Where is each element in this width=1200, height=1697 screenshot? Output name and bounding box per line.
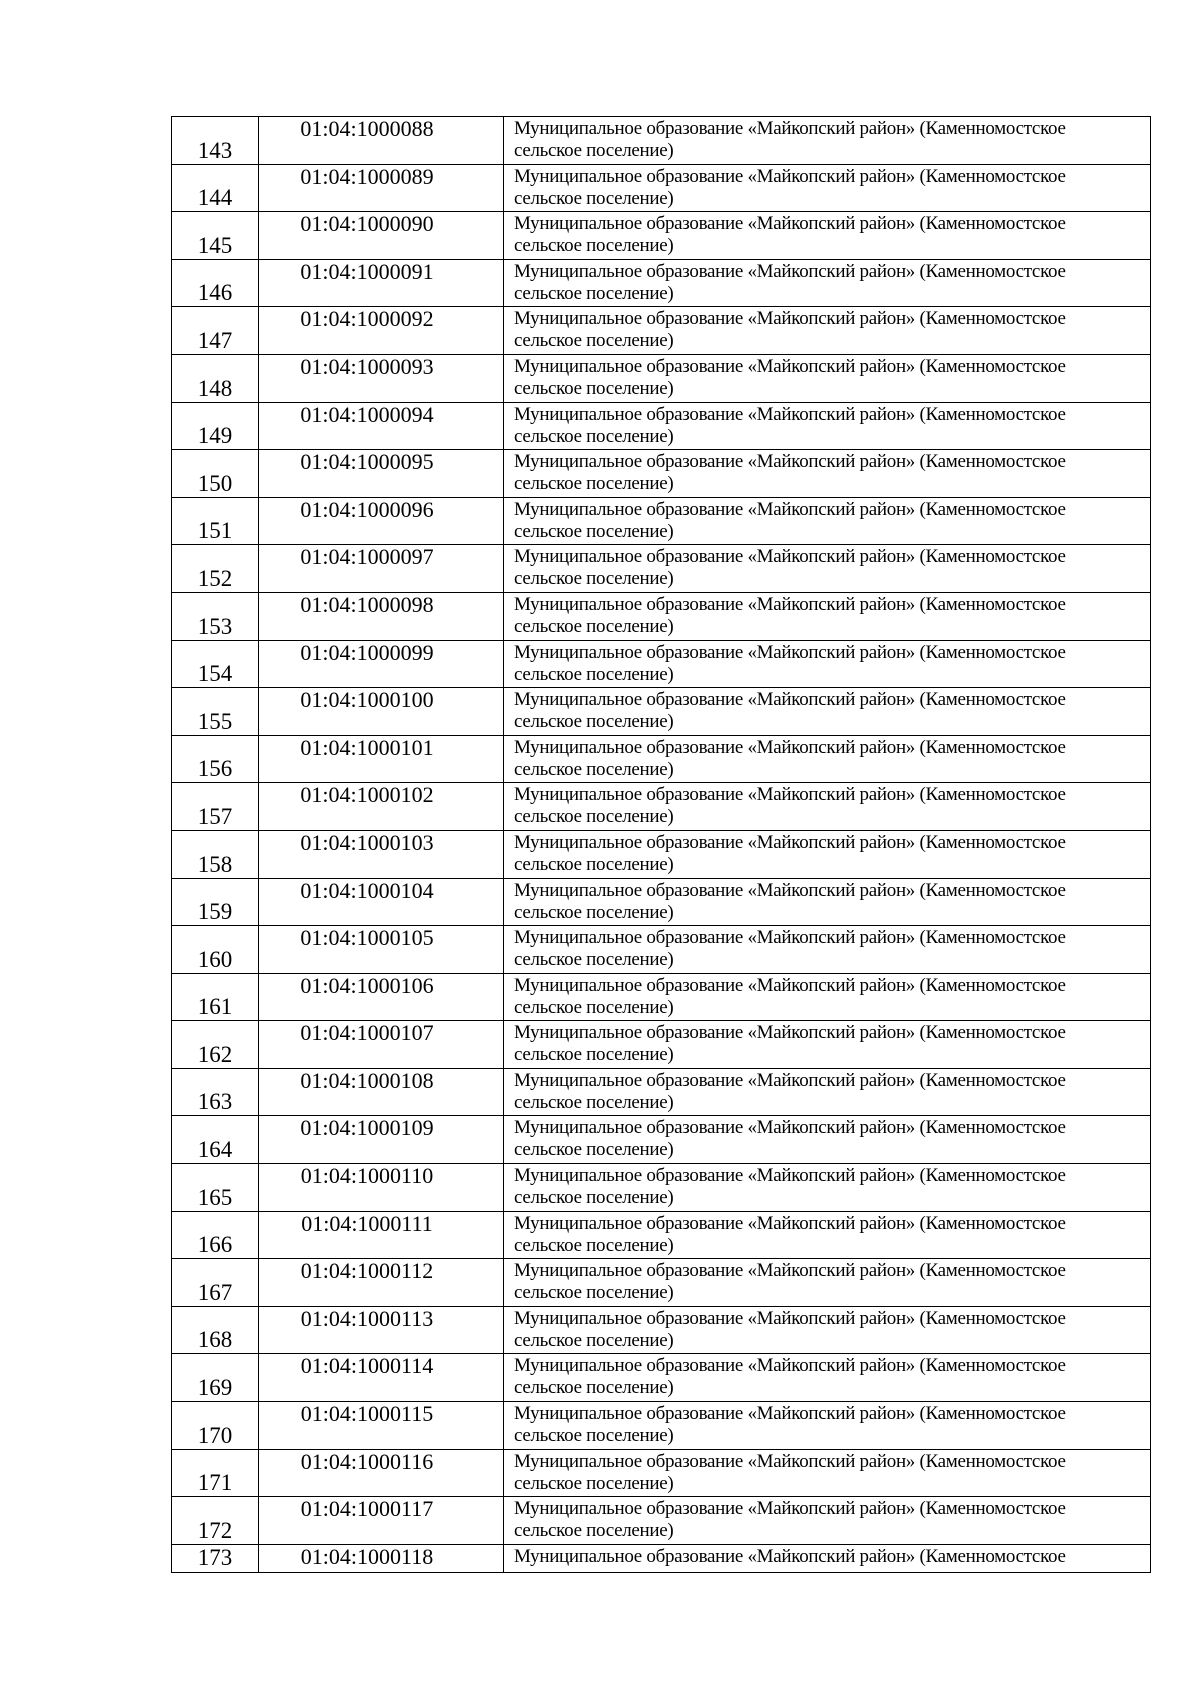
owner-cell	[504, 735, 1151, 783]
cadastral-number-cell: 01:04:1000100	[259, 688, 504, 736]
cadastral-number-cell: 01:04:1000096	[259, 497, 504, 545]
owner-line-1: Муниципальное образование «Майкопский район» (Каменномостское	[514, 1165, 1066, 1187]
table-row	[172, 1544, 1151, 1572]
owner-line-1: Муниципальное образование «Майкопский район» (Каменномостское	[514, 260, 1066, 282]
owner-line-2: сельское поселение)	[514, 1044, 674, 1066]
owner-line-1: Муниципальное образование «Майкопский район» (Каменномостское	[514, 118, 1066, 139]
row-number-cell: 165	[172, 1164, 259, 1212]
owner-cell	[504, 1544, 1151, 1572]
owner-cell	[504, 1068, 1151, 1116]
table-row	[172, 212, 1151, 260]
owner-line-2: сельское поселение)	[514, 806, 674, 828]
table-row	[172, 1021, 1151, 1069]
owner-cell	[504, 402, 1151, 450]
owner-line-2: сельское поселение)	[514, 1329, 674, 1351]
table-row	[172, 735, 1151, 783]
table-row	[172, 307, 1151, 355]
table-row	[172, 1116, 1151, 1164]
row-number-cell: 173	[172, 1544, 259, 1572]
cadastral-number-cell: 01:04:1000111	[259, 1211, 504, 1259]
row-number-cell: 158	[172, 830, 259, 878]
owner-cell	[504, 1259, 1151, 1307]
owner-line-1: Муниципальное образование «Майкопский район» (Каменномостское	[514, 641, 1066, 663]
table-row	[172, 1306, 1151, 1354]
cadastral-number-cell: 01:04:1000105	[259, 926, 504, 974]
owner-cell	[504, 1402, 1151, 1450]
owner-line-2: сельское поселение)	[514, 1234, 674, 1256]
table-row	[172, 259, 1151, 307]
owner-cell	[504, 592, 1151, 640]
owner-line-1: Муниципальное образование «Майкопский район» (Каменномостское	[514, 403, 1066, 425]
row-number-cell: 171	[172, 1449, 259, 1497]
table-row	[172, 402, 1151, 450]
owner-line-1: Муниципальное образование «Майкопский район» (Каменномостское	[514, 308, 1066, 330]
owner-cell	[504, 1449, 1151, 1497]
owner-cell	[504, 259, 1151, 307]
cadastral-number-cell: 01:04:1000095	[259, 450, 504, 498]
owner-line-1: Муниципальное образование «Майкопский район» (Каменномостское	[514, 1355, 1066, 1377]
cadastral-number-cell: 01:04:1000091	[259, 259, 504, 307]
owner-cell	[504, 1164, 1151, 1212]
table-row	[172, 592, 1151, 640]
cadastral-number-cell: 01:04:1000117	[259, 1497, 504, 1545]
owner-cell	[504, 640, 1151, 688]
row-number-cell: 151	[172, 497, 259, 545]
row-number-cell: 146	[172, 259, 259, 307]
owner-line-1: Муниципальное образование «Майкопский район» (Каменномостское	[514, 1069, 1066, 1091]
owner-line-2: сельское поселение)	[514, 615, 674, 637]
cadastral-number-cell: 01:04:1000116	[259, 1449, 504, 1497]
owner-cell	[504, 1211, 1151, 1259]
cadastral-number-cell: 01:04:1000118	[259, 1544, 504, 1572]
owner-line-2: сельское поселение)	[514, 1091, 674, 1113]
owner-line-2: сельское поселение)	[514, 1520, 674, 1542]
table-row	[172, 1164, 1151, 1212]
row-number-cell: 144	[172, 164, 259, 212]
row-number-cell: 160	[172, 926, 259, 974]
table-row	[172, 1354, 1151, 1402]
cadastral-number-cell: 01:04:1000093	[259, 354, 504, 402]
owner-line-2: сельское поселение)	[514, 187, 674, 209]
owner-line-2: сельское поселение)	[514, 520, 674, 542]
owner-cell	[504, 1354, 1151, 1402]
table-row	[172, 783, 1151, 831]
row-number-cell: 169	[172, 1354, 259, 1402]
table-row	[172, 1211, 1151, 1259]
cadastral-number-cell: 01:04:1000101	[259, 735, 504, 783]
owner-cell	[504, 1306, 1151, 1354]
cadastral-number-cell: 01:04:1000099	[259, 640, 504, 688]
table-row	[172, 1449, 1151, 1497]
owner-line-1: Муниципальное образование «Майкопский район» (Каменномостское	[514, 1307, 1066, 1329]
row-number-cell: 170	[172, 1402, 259, 1450]
row-number-cell: 161	[172, 973, 259, 1021]
owner-line-1: Муниципальное образование «Майкопский район» (Каменномостское	[514, 1450, 1066, 1472]
table-row	[172, 164, 1151, 212]
owner-line-1: Муниципальное образование «Майкопский район» (Каменномостское	[514, 927, 1066, 949]
owner-line-2: сельское поселение)	[514, 663, 674, 685]
cadastral-number-cell: 01:04:1000113	[259, 1306, 504, 1354]
cadastral-number-cell: 01:04:1000097	[259, 545, 504, 593]
table-row	[172, 497, 1151, 545]
owner-cell	[504, 926, 1151, 974]
table-row	[172, 450, 1151, 498]
owner-line-1: Муниципальное образование «Майкопский район» (Каменномостское	[514, 831, 1066, 853]
row-number-cell: 163	[172, 1068, 259, 1116]
owner-line-2: сельское поселение)	[514, 473, 674, 495]
owner-line-2: сельское поселение)	[514, 1282, 674, 1304]
owner-cell	[504, 354, 1151, 402]
owner-line-2: сельское поселение)	[514, 330, 674, 352]
cadastral-number-cell: 01:04:1000110	[259, 1164, 504, 1212]
owner-line-1: Муниципальное образование «Майкопский район» (Каменномостское	[514, 1545, 1066, 1567]
owner-line-2: сельское поселение)	[514, 1187, 674, 1209]
cadastral-number-cell: 01:04:1000114	[259, 1354, 504, 1402]
owner-line-2: сельское поселение)	[514, 140, 674, 161]
table-row	[172, 973, 1151, 1021]
table-row	[172, 1259, 1151, 1307]
row-number-cell: 168	[172, 1306, 259, 1354]
owner-line-2: сельское поселение)	[514, 235, 674, 257]
owner-cell	[504, 1497, 1151, 1545]
owner-line-1: Муниципальное образование «Майкопский район» (Каменномостское	[514, 689, 1066, 711]
owner-line-1: Муниципальное образование «Майкопский район» (Каменномостское	[514, 593, 1066, 615]
cadastral-number-cell: 01:04:1000104	[259, 878, 504, 926]
table-row	[172, 688, 1151, 736]
cadastral-number-cell: 01:04:1000108	[259, 1068, 504, 1116]
owner-line-2: сельское поселение)	[514, 1472, 674, 1494]
row-number-cell: 152	[172, 545, 259, 593]
owner-cell	[504, 878, 1151, 926]
owner-line-2: сельское поселение)	[514, 1425, 674, 1447]
table-row	[172, 878, 1151, 926]
table-row	[172, 1068, 1151, 1116]
owner-line-1: Муниципальное образование «Майкопский район» (Каменномостское	[514, 784, 1066, 806]
row-number-cell: 148	[172, 354, 259, 402]
owner-line-2: сельское поселение)	[514, 568, 674, 590]
cadastral-number-cell: 01:04:1000088	[259, 117, 504, 165]
row-number-cell: 157	[172, 783, 259, 831]
owner-cell	[504, 1021, 1151, 1069]
owner-line-1: Муниципальное образование «Майкопский район» (Каменномостское	[514, 974, 1066, 996]
row-number-cell: 150	[172, 450, 259, 498]
row-number-cell: 147	[172, 307, 259, 355]
owner-line-1: Муниципальное образование «Майкопский район» (Каменномостское	[514, 1403, 1066, 1425]
table-row	[172, 1497, 1151, 1545]
row-number-cell: 143	[172, 117, 259, 165]
row-number-cell: 162	[172, 1021, 259, 1069]
row-number-cell: 149	[172, 402, 259, 450]
cadastral-number-cell: 01:04:1000102	[259, 783, 504, 831]
owner-line-2: сельское поселение)	[514, 758, 674, 780]
cadastral-number-cell: 01:04:1000107	[259, 1021, 504, 1069]
owner-cell	[504, 497, 1151, 545]
row-number-cell: 154	[172, 640, 259, 688]
table-body	[172, 117, 1151, 1573]
cadastral-number-cell: 01:04:1000089	[259, 164, 504, 212]
owner-line-1: Муниципальное образование «Майкопский район» (Каменномостское	[514, 1498, 1066, 1520]
owner-line-2: сельское поселение)	[514, 853, 674, 875]
owner-line-1: Муниципальное образование «Майкопский район» (Каменномостское	[514, 546, 1066, 568]
owner-line-2: сельское поселение)	[514, 901, 674, 923]
owner-line-1: Муниципальное образование «Майкопский район» (Каменномостское	[514, 165, 1066, 187]
table-row	[172, 640, 1151, 688]
row-number-cell: 153	[172, 592, 259, 640]
cadastral-number-cell: 01:04:1000090	[259, 212, 504, 260]
owner-line-1: Муниципальное образование «Майкопский район» (Каменномостское	[514, 1022, 1066, 1044]
row-number-cell: 155	[172, 688, 259, 736]
land-plot-table	[171, 116, 1151, 1573]
owner-cell	[504, 783, 1151, 831]
row-number-cell: 159	[172, 878, 259, 926]
owner-cell	[504, 688, 1151, 736]
owner-line-1: Муниципальное образование «Майкопский район» (Каменномостское	[514, 451, 1066, 473]
cadastral-number-cell: 01:04:1000112	[259, 1259, 504, 1307]
owner-cell	[504, 212, 1151, 260]
owner-line-2: сельское поселение)	[514, 711, 674, 733]
row-number-cell: 167	[172, 1259, 259, 1307]
cadastral-number-cell: 01:04:1000092	[259, 307, 504, 355]
owner-line-1: Муниципальное образование «Майкопский район» (Каменномостское	[514, 498, 1066, 520]
owner-line-1: Муниципальное образование «Майкопский район» (Каменномостское	[514, 736, 1066, 758]
table-row	[172, 354, 1151, 402]
owner-line-2: сельское поселение)	[514, 949, 674, 971]
cadastral-number-cell: 01:04:1000109	[259, 1116, 504, 1164]
cadastral-number-cell: 01:04:1000094	[259, 402, 504, 450]
owner-line-1: Муниципальное образование «Майкопский район» (Каменномостское	[514, 1212, 1066, 1234]
owner-cell	[504, 830, 1151, 878]
cadastral-number-cell: 01:04:1000106	[259, 973, 504, 1021]
table-row	[172, 117, 1151, 165]
row-number-cell: 166	[172, 1211, 259, 1259]
owner-line-1: Муниципальное образование «Майкопский район» (Каменномостское	[514, 1117, 1066, 1139]
owner-cell	[504, 545, 1151, 593]
owner-cell	[504, 973, 1151, 1021]
owner-line-1: Муниципальное образование «Майкопский район» (Каменномостское	[514, 1260, 1066, 1282]
table-row	[172, 926, 1151, 974]
owner-cell	[504, 164, 1151, 212]
owner-cell	[504, 450, 1151, 498]
row-number-cell: 164	[172, 1116, 259, 1164]
cadastral-number-cell: 01:04:1000103	[259, 830, 504, 878]
owner-line-1: Муниципальное образование «Майкопский район» (Каменномостское	[514, 355, 1066, 377]
table-row	[172, 545, 1151, 593]
owner-line-1: Муниципальное образование «Майкопский район» (Каменномостское	[514, 879, 1066, 901]
row-number-cell: 156	[172, 735, 259, 783]
owner-line-2: сельское поселение)	[514, 377, 674, 399]
table-row	[172, 1402, 1151, 1450]
owner-line-2: сельское поселение)	[514, 1377, 674, 1399]
table-row	[172, 830, 1151, 878]
owner-line-2: сельское поселение)	[514, 425, 674, 447]
owner-cell	[504, 117, 1151, 165]
cadastral-number-cell: 01:04:1000115	[259, 1402, 504, 1450]
owner-line-1: Муниципальное образование «Майкопский район» (Каменномостское	[514, 213, 1066, 235]
row-number-cell: 172	[172, 1497, 259, 1545]
row-number-cell: 145	[172, 212, 259, 260]
owner-cell	[504, 307, 1151, 355]
owner-line-2: сельское поселение)	[514, 996, 674, 1018]
owner-line-2: сельское поселение)	[514, 282, 674, 304]
owner-line-2: сельское поселение)	[514, 1139, 674, 1161]
owner-cell	[504, 1116, 1151, 1164]
cadastral-number-cell: 01:04:1000098	[259, 592, 504, 640]
